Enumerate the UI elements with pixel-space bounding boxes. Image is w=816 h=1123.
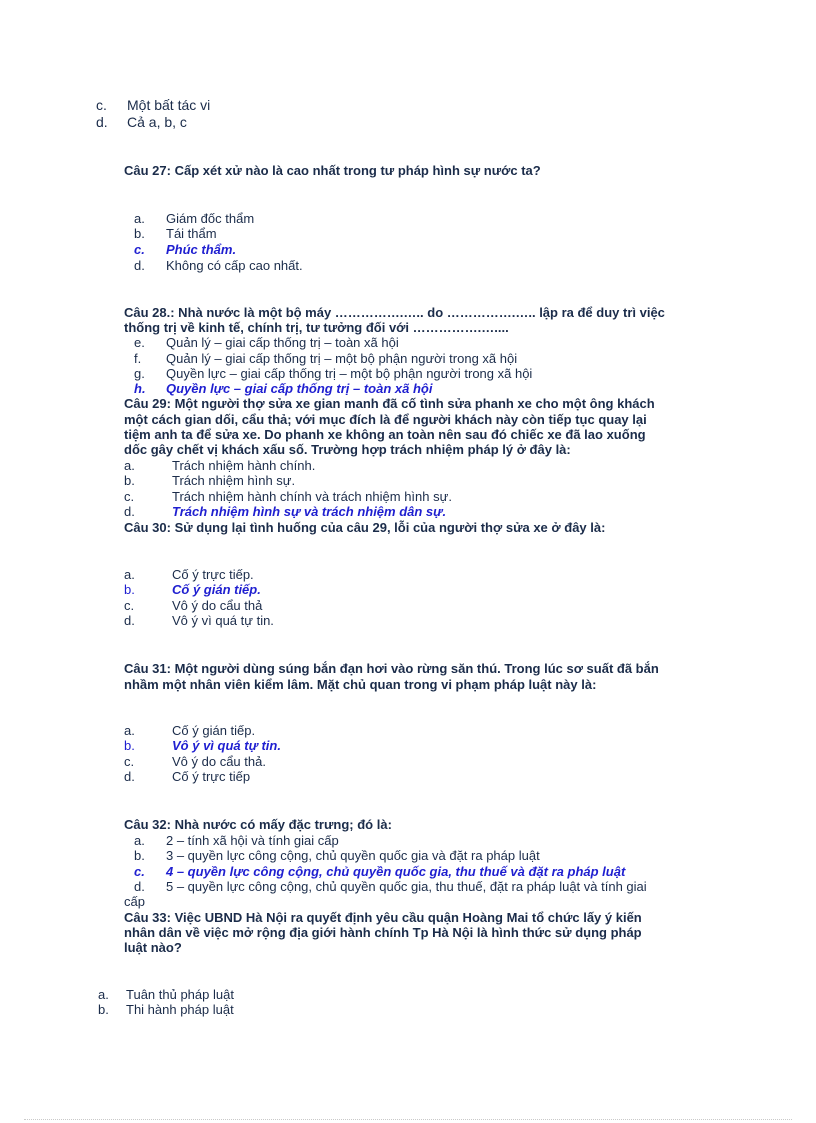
option-label: b. — [134, 848, 145, 863]
option-label: e. — [134, 335, 145, 350]
option-label: d. — [134, 258, 145, 273]
option-label: a. — [134, 211, 145, 226]
option-label: c. — [124, 489, 135, 504]
option-text: Cố ý gián tiếp. — [172, 723, 256, 738]
option-text: Một bất tác vi — [127, 97, 211, 113]
option-text: Tuân thủ pháp luật — [126, 987, 234, 1002]
option-text: 2 – tính xã hội và tính giai cấp — [166, 833, 339, 848]
option-label: d. — [124, 613, 135, 628]
question-33-title: Câu 33: Việc UBND Hà Nội ra quyết định yêu cầu quận Hoàng Mai tổ chức lấy ý kiến — [124, 910, 642, 925]
option-text: Không có cấp cao nhất. — [166, 258, 303, 273]
option-label: d. — [124, 504, 135, 519]
option-text: Trách nhiệm hình sự và trách nhiệm dân sự. — [172, 504, 447, 519]
option-label: a. — [124, 567, 135, 582]
question-30-title: Câu 30: Sử dụng lại tình huống của câu 29, lỗi của người thợ sửa xe ở đây là: — [124, 520, 606, 535]
question-33-title: nhân dân về việc mở rộng địa giới hành chính Tp Hà Nội là hình thức sử dụng pháp — [124, 925, 642, 940]
option-text: Trách nhiệm hành chính. — [172, 458, 316, 473]
question-31-title: nhầm một nhân viên kiểm lâm. Mặt chủ quan trong vi phạm pháp luật này là: — [124, 677, 597, 692]
option-text: Vô ý do cẩu thả. — [172, 754, 266, 769]
option-label: b. — [124, 738, 135, 753]
option-label: g. — [134, 366, 145, 381]
option-label: a. — [124, 723, 135, 738]
option-label: c. — [134, 242, 145, 257]
option-text: Cố ý trực tiếp. — [172, 567, 254, 582]
option-text: Quản lý – giai cấp thống trị – một bộ phận người trong xã hội — [166, 351, 518, 366]
question-32-title: Câu 32: Nhà nước có mấy đặc trưng; đó là: — [124, 817, 392, 832]
option-label: a. — [124, 458, 135, 473]
option-text: 3 – quyền lực công cộng, chủ quyền quốc gia và đặt ra pháp luật — [166, 848, 540, 863]
option-label: b. — [124, 473, 135, 488]
option-text: Quyền lực – giai cấp thống trị – một bộ phận người trong xã hội — [166, 366, 533, 381]
option-label: c. — [124, 598, 135, 613]
option-text: Vô ý vì quá tự tin. — [172, 738, 281, 753]
question-33-title: luật nào? — [124, 940, 182, 955]
option-text: Giám đốc thẩm — [166, 211, 255, 226]
question-29-title: dốc gây chết vị khách xấu số. Trường hợp trách nhiệm pháp lý ở đây là: — [124, 442, 571, 457]
option-text: Vô ý vì quá tự tin. — [172, 613, 274, 628]
option-text: 5 – quyền lực công cộng, chủ quyền quốc gia, thu thuế, đặt ra pháp luật và tính giai — [166, 879, 647, 894]
option-text: Cố ý gián tiếp. — [172, 582, 261, 597]
question-29-title: một cách gian dối, cẩu thả; với mục đích là để người khách này còn tiếp tục quay lại — [124, 412, 647, 427]
option-text: Trách nhiệm hành chính và trách nhiệm hình sự. — [172, 489, 452, 504]
question-28-title: Câu 28.: Nhà nước là một bộ máy …………….….. do …………….….. lập ra để duy trì việc — [124, 305, 665, 320]
option-label: b. — [134, 226, 145, 241]
option-text: Cả a, b, c — [127, 114, 187, 130]
option-label: d. — [96, 114, 108, 130]
option-continuation: cấp — [124, 894, 145, 909]
page-bottom-divider — [24, 1119, 792, 1120]
option-text: Cố ý trực tiếp — [172, 769, 251, 784]
option-text: Trách nhiệm hình sự. — [172, 473, 296, 488]
option-label: d. — [124, 769, 135, 784]
option-label: a. — [98, 987, 109, 1002]
option-label: c. — [124, 754, 135, 769]
question-29-title: Câu 29: Một người thợ sửa xe gian manh đã cố tình sửa phanh xe cho một ông khách — [124, 396, 655, 411]
option-text: Quyền lực – giai cấp thống trị – toàn xã hội — [166, 381, 433, 396]
option-label: h. — [134, 381, 146, 396]
option-label: b. — [124, 582, 135, 597]
question-29-title: tiệm anh ta để sửa xe. Do phanh xe không an toàn nên sau đó chiếc xe đã lao xuống — [124, 427, 646, 442]
option-text: Vô ý do cẩu thả — [172, 598, 263, 613]
option-text: Tái thẩm — [166, 226, 217, 241]
option-text: Quản lý – giai cấp thống trị – toàn xã hội — [166, 335, 399, 350]
option-label: f. — [134, 351, 142, 366]
option-label: c. — [134, 864, 145, 879]
option-label: c. — [96, 97, 107, 113]
option-label: a. — [134, 833, 145, 848]
question-28-title: thống trị về kinh tế, chính trị, tư tưởng đối với …………….….... — [124, 320, 509, 335]
option-label: d. — [134, 879, 145, 894]
option-label: b. — [98, 1002, 109, 1017]
question-31-title: Câu 31: Một người dùng súng bắn đạn hơi vào rừng săn thú. Trong lúc sơ suất đã bắn — [124, 661, 659, 676]
option-text: Phúc thẩm. — [166, 242, 237, 257]
question-27-title: Câu 27: Cấp xét xử nào là cao nhất trong tư pháp hình sự nước ta? — [124, 163, 541, 178]
option-text: 4 – quyền lực công cộng, chủ quyền quốc gia, thu thuế và đặt ra pháp luật — [166, 864, 626, 879]
option-text: Thi hành pháp luật — [126, 1002, 234, 1017]
